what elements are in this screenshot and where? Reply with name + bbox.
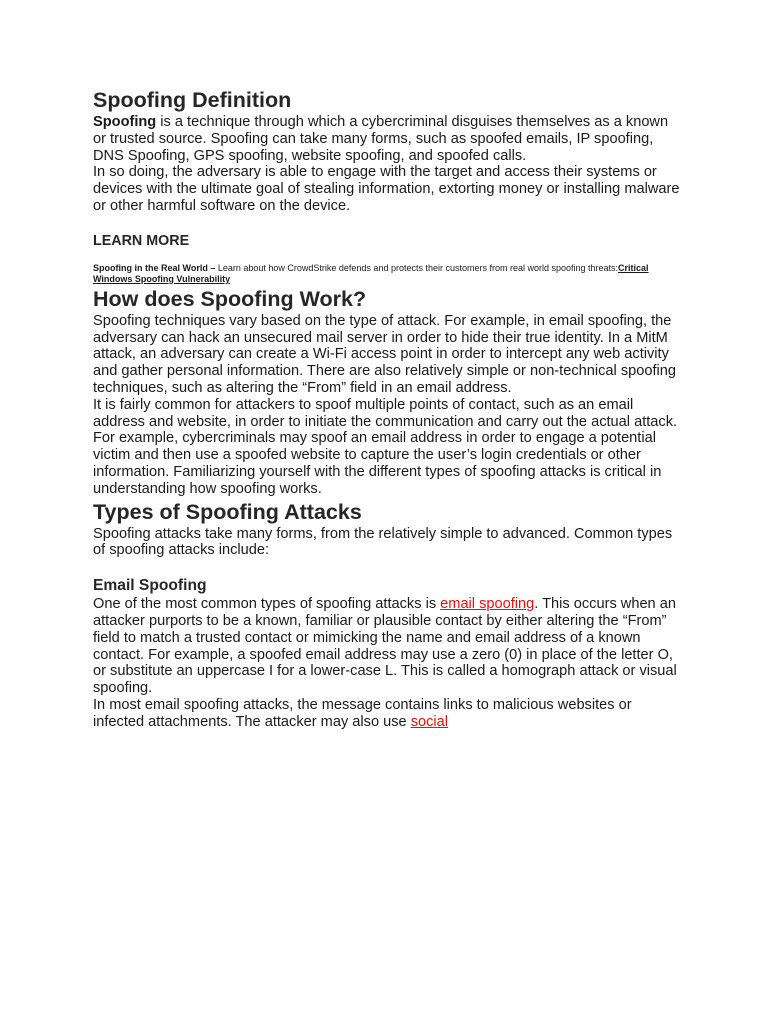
malicious-links-paragraph	[93, 697, 680, 731]
promo-link[interactable]: Critical Windows Spoofing Vulnerability	[93, 262, 649, 284]
heading-types-of-spoofing: Types of Spoofing Attacks	[93, 499, 362, 524]
heading-spoofing-definition: Spoofing Definition	[93, 88, 292, 112]
adversary-paragraph: In so doing, the adversary is able to engage with the target and access their systems or devices with the ultimate goal of stealing information, extorting money or installing malware or other harmful software on the device.	[93, 164, 680, 214]
social-engineering-link[interactable]: social	[410, 713, 449, 730]
promo-note	[93, 263, 680, 285]
promo-text: Learn about how CrowdStrike defends and protects their customers from real world spoofing threats:	[217, 262, 619, 273]
definition-paragraph	[93, 114, 680, 164]
email-spoofing-link[interactable]: email spoofing	[440, 596, 535, 613]
email-spoofing-text-post: . This occurs when an attacker purports to be a known, familiar or plausible contact by either altering the “From” field to match a trusted contact or mimicking the name and email address of a known contact. For example, a spoofed email address may use a zero (0) in place of the letter O, or substitute an uppercase I for a lower-case L. This is called a homograph attack or visual spoofing.	[93, 596, 677, 697]
email-spoofing-paragraph	[93, 596, 680, 697]
learn-more-label: LEARN MORE	[93, 232, 190, 249]
techniques-paragraph: Spoofing techniques vary based on the type of attack. For example, in email spoofing, the adversary can hack an unsecured mail server in order to hide their true identity. In a MitM attack, an adversary can create a Wi-Fi access point in order to intercept any web activity and gather personal information. There are also relatively simple or non-technical spoofing techniques, such as altering the “From” field in an email address.	[93, 312, 676, 396]
email-spoofing-text-pre: One of the most common types of spoofing attacks is	[93, 596, 441, 613]
definition-text: is a technique through which a cybercriminal disguises themselves as a known or trusted source. Spoofing can take many forms, such as spoofed emails, IP spoofing, DNS Spoofing, GPS spoofing, website spoofing, and spoofed calls.	[93, 114, 669, 164]
malicious-links-text: In most email spoofing attacks, the message contains links to malicious websites or infected attachments. The attacker may also use	[93, 696, 632, 730]
heading-how-spoofing-works: How does Spoofing Work?	[93, 286, 367, 311]
multiple-points-paragraph: It is fairly common for attackers to spoof multiple points of contact, such as an email address and website, in order to initiate the communication and carry out the actual attack. For example, cybercriminals may spoof an email address in order to engage a potential victim and then use a spoofed website to capture the user’s login credentials or other information. Familiarizing yourself with the different types of spoofing attacks is critical in understanding how spoofing works.	[93, 396, 678, 497]
definition-term: Spoofing	[93, 114, 157, 130]
promo-bold: Spoofing in the Real World –	[93, 262, 218, 273]
subheading-email-spoofing: Email Spoofing	[93, 577, 207, 595]
types-intro-paragraph: Spoofing attacks take many forms, from the relatively simple to advanced. Common types of spoofing attacks include:	[93, 525, 673, 559]
